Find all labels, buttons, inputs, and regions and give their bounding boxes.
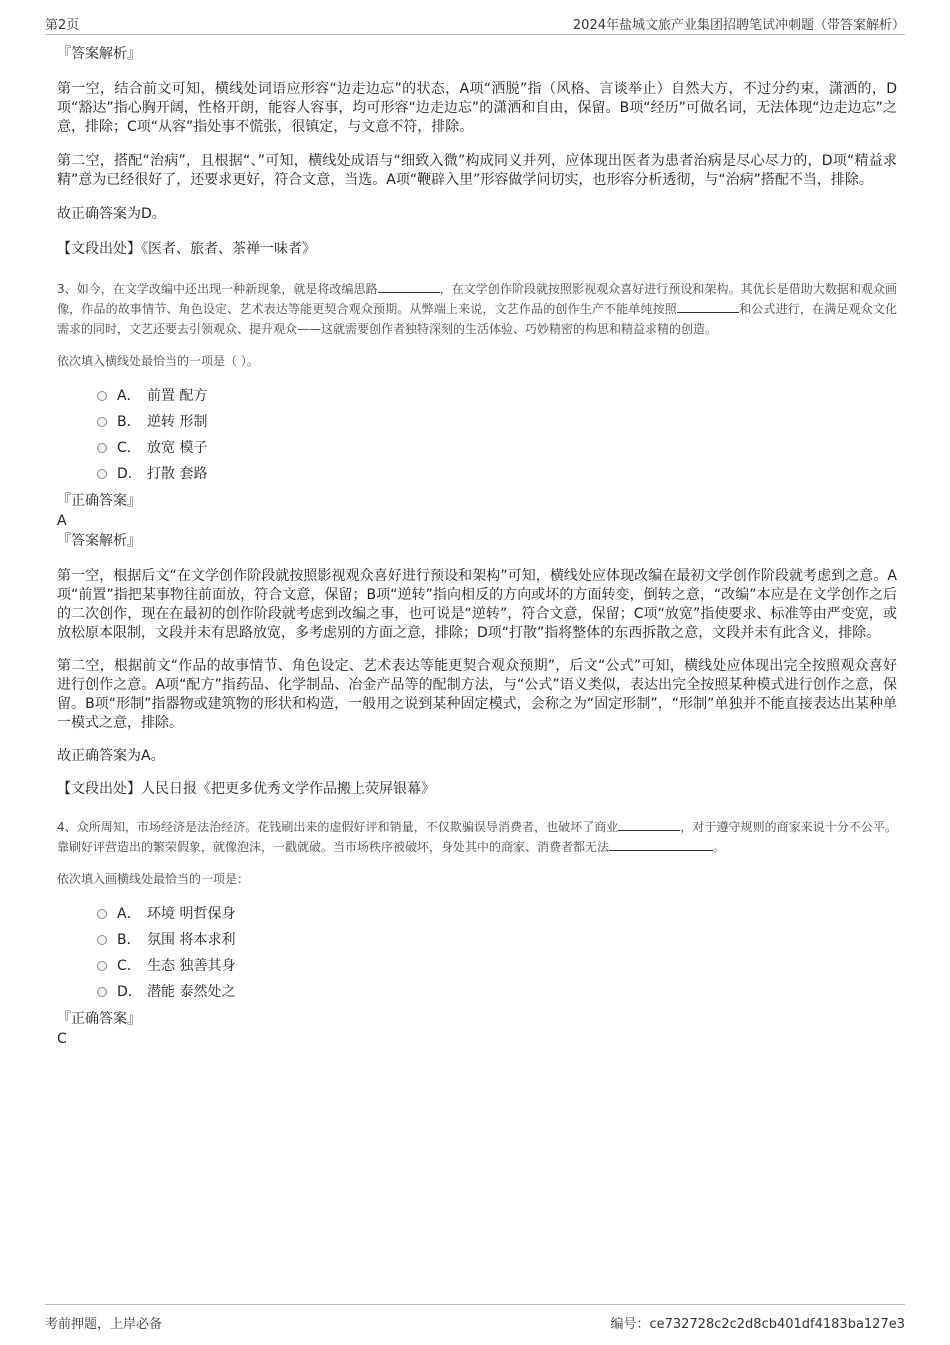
q4-stem: 4、众所周知，市场经济是法治经济。花钱刷出来的虚假好评和销量，不仅欺骗误导消费者，也破坏了商业 ，对于遵守规则的商家来说十分不公平。靠刷好评营造出的繁荣假象，就像泡沫，一戳就破。当市场秩序被破坏，身处其中的商家、消费者都无法 。 [57, 820, 897, 854]
document-code: 编号：ce732728c2c2d8cb401df4183ba127e3 [610, 1317, 905, 1332]
q4-blank-2 [609, 838, 713, 851]
q4-option-b[interactable]: B． 氛围 将本求利 [97, 927, 897, 953]
q4-option-a[interactable]: A． 环境 明哲保身 [97, 901, 897, 927]
q3-analysis-paragraph-2: 第二空，根据前文“作品的故事情节、角色设定、艺术表达等能更契合观众预期”，后文“公式”可知，横线处应体现出完全按照观众喜好进行创作之意。A项“配方”指药品、化学制品、冶金产品等的配制方法，与“公式”语义类似，表达出完全按照某种模式进行创作之意，保留。B项“形制”指器物或建筑物的形状和构造，一般用之说到某种固定模式，会称之为“固定形制”，“形制”单独并不能直接表达出某种单一模式之意，排除。 [57, 658, 897, 731]
page-number: 第2页 [45, 18, 80, 33]
q4-blank-1 [618, 818, 680, 831]
radio-icon[interactable] [97, 391, 107, 401]
q3-option-d[interactable]: D． 打散 套路 [97, 461, 897, 487]
q4-answer-label: 『正确答案』 [57, 1011, 141, 1027]
q2-analysis-paragraph-1: 第一空，结合前文可知，横线处词语应形容“边走边忘”的状态，A项“洒脱”指（风格、言谈举止）自然大方，不过分约束，潇洒的，D项“豁达”指心胸开阔，性格开朗，能容人容事，均可形容“边走边忘”的潇洒和自由，保留。B项“经历”可做名词，无法体现“边走边忘”之意，排除；C项“从容”指处事不慌张，很镇定，与文意不符，排除。 [57, 81, 897, 135]
q3-analysis-paragraph-1: 第一空，根据后文“在文学创作阶段就按照影视观众喜好进行预设和架构”可知，横线处应体现改编在最初文学创作阶段就考虑到之意。A项“前置”指把某事物往前面放，符合文意，保留；B项“逆转”指向相反的方向或坏的方面转变，倒转之意，“改编”本应是在文学创作之后的二次创作，现在在最初的创作阶段就考虑到改编之事，也可说是“逆转”，符合文意，保留；C项“放宽”指使要求、标准等由严变宽，或放松原本限制，文段并未有思路放宽，多考虑别的方面之意，排除；D项“打散”指将整体的东西拆散之意，文段并未有此含义，排除。 [57, 568, 897, 641]
radio-icon[interactable] [97, 987, 107, 997]
radio-icon[interactable] [97, 443, 107, 453]
q3-analysis-label: 『答案解析』 [57, 533, 141, 549]
q3-answer: A [57, 513, 67, 529]
q3-source: 【文段出处】人民日报《把更多优秀文学作品搬上荧屏银幕》 [57, 781, 435, 797]
q4-options [57, 901, 897, 1005]
q3-option-b[interactable]: B． 逆转 形制 [97, 409, 897, 435]
q3-options [57, 383, 897, 487]
q4-prompt: 依次填入画横线处最恰当的一项是： [57, 872, 250, 886]
q3-option-c[interactable]: C． 放宽 模子 [97, 435, 897, 461]
radio-icon[interactable] [97, 417, 107, 427]
q3-blank-2 [677, 300, 739, 313]
q4-option-c[interactable]: C． 生态 独善其身 [97, 953, 897, 979]
q4-answer: C [57, 1031, 67, 1047]
q3-conclusion: 故正确答案为A。 [57, 748, 165, 764]
page-footer [45, 1304, 905, 1332]
q4-option-d[interactable]: D． 潜能 泰然处之 [97, 979, 897, 1005]
page-content [57, 44, 897, 1049]
radio-icon[interactable] [97, 935, 107, 945]
q3-option-a[interactable]: A． 前置 配方 [97, 383, 897, 409]
footer-motto: 考前押题，上岸必备 [45, 1317, 163, 1332]
q2-analysis-paragraph-2: 第二空，搭配“治病”，且根据“、”可知，横线处成语与“细致入微”构成同义并列，应体现出医者为患者治病是尽心尽力的，D项“精益求精”意为已经很好了，还要求更好，符合文意，当选。A项“鞭辟入里”形容做学问切实，也形容分析透彻，与“治病”搭配不当，排除。 [57, 153, 897, 188]
radio-icon[interactable] [97, 469, 107, 479]
q3-prompt: 依次填入横线处最恰当的一项是（ ）。 [57, 354, 259, 368]
q2-source: 【文段出处】《医者、旅者、茶禅一味者》 [57, 241, 316, 257]
q3-stem: 3、如今，在文学改编中还出现一种新现象，就是将改编思路 ，在文学创作阶段就按照影视观众喜好进行预设和架构。其优长是借助大数据和观众画像，作品的故事情节、角色设定、艺术表达等能更契合观众预期。从弊端上来说，文艺作品的创作生产不能单纯按照 和公式进行，在满足观众文化需求的同时，文艺还要去引领观众、提升观众——这就需要创作者独特深刻的生活体验、巧妙精密的构思和精益求精的创造。 [57, 282, 897, 336]
radio-icon[interactable] [97, 909, 107, 919]
q2-conclusion: 故正确答案为D。 [57, 206, 166, 222]
page-header [45, 14, 905, 35]
q3-answer-label: 『正确答案』 [57, 493, 141, 509]
q2-analysis-label: 『答案解析』 [57, 46, 141, 62]
q3-blank-1 [378, 280, 440, 293]
document-title: 2024年盐城文旅产业集团招聘笔试冲刺题（带答案解析） [572, 18, 905, 33]
radio-icon[interactable] [97, 961, 107, 971]
